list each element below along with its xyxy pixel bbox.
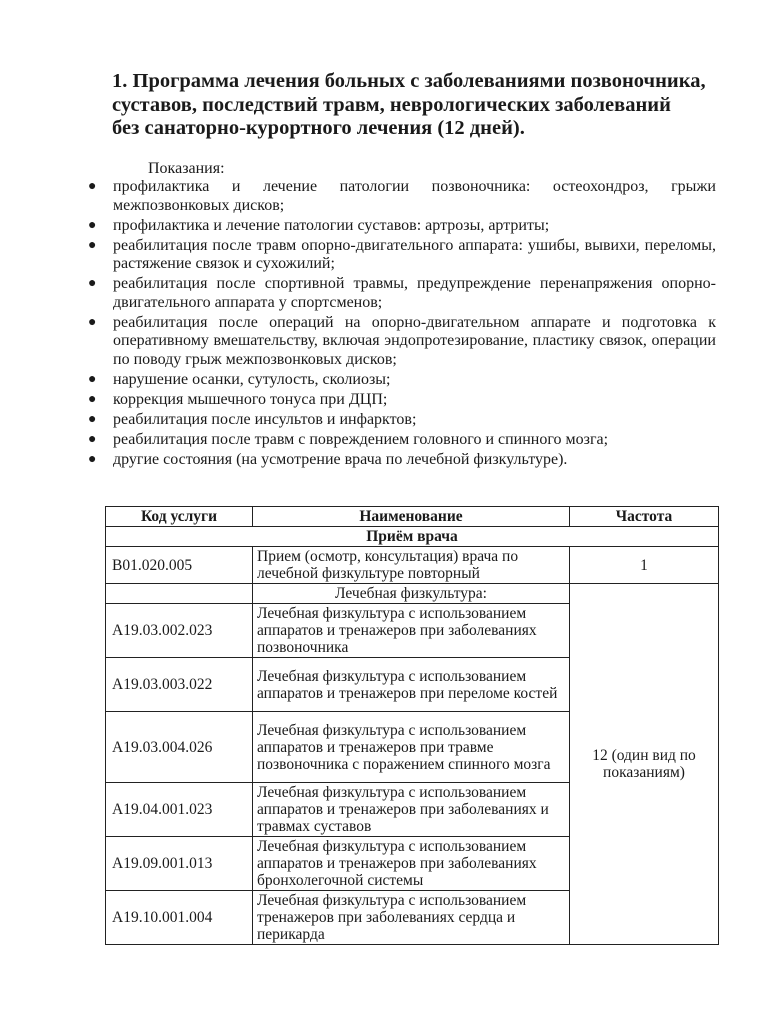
section-doctor: Приём врача <box>106 527 719 547</box>
list-item: ● реабилитация после травм с повреждением головного и спинного мозга; <box>88 430 609 448</box>
service-name: Лечебная физкультура с использованием тренажеров при заболеваниях сердца и перикарда <box>253 891 570 945</box>
service-name: Лечебная физкультура с использованием аппаратов и тренажеров при переломе костей <box>253 658 570 712</box>
list-item: ● коррекция мышечного тонуса при ДЦП; <box>88 390 388 408</box>
service-name: Лечебная физкультура с использованием аппаратов и тренажеров при заболеваниях бронхолегочной системы <box>253 837 570 891</box>
service-code: A19.03.004.026 <box>106 712 253 783</box>
bullet-icon: ● <box>88 314 97 330</box>
table-header-row <box>106 507 719 527</box>
section-row <box>106 527 719 547</box>
list-item: ● профилактика и лечение патологии суставов: артрозы, артриты; <box>88 216 550 234</box>
service-code: A19.09.001.013 <box>106 837 253 891</box>
service-code: B01.020.005 <box>106 547 253 584</box>
list-item: ● реабилитация после операций на опорно-двигательном аппарате и подготовка к оперативному вмешательству, включая эндопротезирование, пластику связок, операции по поводу грыж межпозвонковых дисков; <box>88 313 716 368</box>
header-name: Наименование <box>253 507 570 527</box>
list-item: ● реабилитация после травм опорно-двигательного аппарата: ушибы, вывихи, переломы, растяжение связок и сухожилий; <box>88 236 716 272</box>
bullet-icon: ● <box>88 276 97 291</box>
header-frequency: Частота <box>570 507 719 527</box>
bullet-icon: ● <box>88 451 97 467</box>
empty-cell <box>106 584 253 604</box>
lfk-frequency: 12 (один вид по показаниям) <box>570 584 719 945</box>
bullet-icon: ● <box>88 391 97 407</box>
service-code: A19.03.002.023 <box>106 604 253 658</box>
service-frequency: 1 <box>570 547 719 584</box>
title-line: 1. Программа лечения больных с заболеваниями позвоночника, <box>112 70 706 92</box>
bullet-icon: ● <box>88 179 97 194</box>
title-line: суставов, последствий травм, неврологических заболеваний <box>112 93 671 116</box>
bullet-icon: ● <box>88 237 97 253</box>
service-code: A19.10.001.004 <box>106 891 253 945</box>
bullet-icon: ● <box>88 431 97 447</box>
lfk-label: Лечебная физкультура: <box>253 584 570 604</box>
indications-list <box>88 178 716 471</box>
service-name: Прием (осмотр, консультация) врача по лечебной физкультуре повторный <box>253 547 570 584</box>
list-item: ● профилактика и лечение патологии позвоночника: остеохондроз, грыжи межпозвонковых дисков; <box>88 178 716 214</box>
services-table <box>105 506 719 945</box>
bullet-icon: ● <box>88 371 97 387</box>
document-title <box>112 70 732 141</box>
service-name: Лечебная физкультура с использованием аппаратов и тренажеров при травме позвоночника с поражением спинного мозга <box>253 712 570 783</box>
header-code: Код услуги <box>106 507 253 527</box>
list-item: ● нарушение осанки, сутулость, сколиозы; <box>88 370 391 388</box>
service-name: Лечебная физкультура с использованием аппаратов и тренажеров при заболеваниях и травмах суставов <box>253 783 570 837</box>
bullet-icon: ● <box>88 217 97 233</box>
list-item: ● реабилитация после спортивной травмы, предупреждение перенапряжения опорно-двигательного аппарата у спортсменов; <box>88 275 716 311</box>
service-name: Лечебная физкультура с использованием аппаратов и тренажеров при заболеваниях позвоночника <box>253 604 570 658</box>
bullet-icon: ● <box>88 411 97 427</box>
title-line: без санаторно-курортного лечения (12 дней). <box>112 117 525 139</box>
table-row <box>106 547 719 584</box>
list-item: ● другие состояния (на усмотрение врача по лечебной физкультуре). <box>88 450 568 468</box>
service-code: A19.03.003.022 <box>106 658 253 712</box>
list-item: ● реабилитация после инсультов и инфарктов; <box>88 410 417 428</box>
indications-label: Показания: <box>148 160 225 177</box>
service-code: A19.04.001.023 <box>106 783 253 837</box>
table-row <box>106 584 719 604</box>
